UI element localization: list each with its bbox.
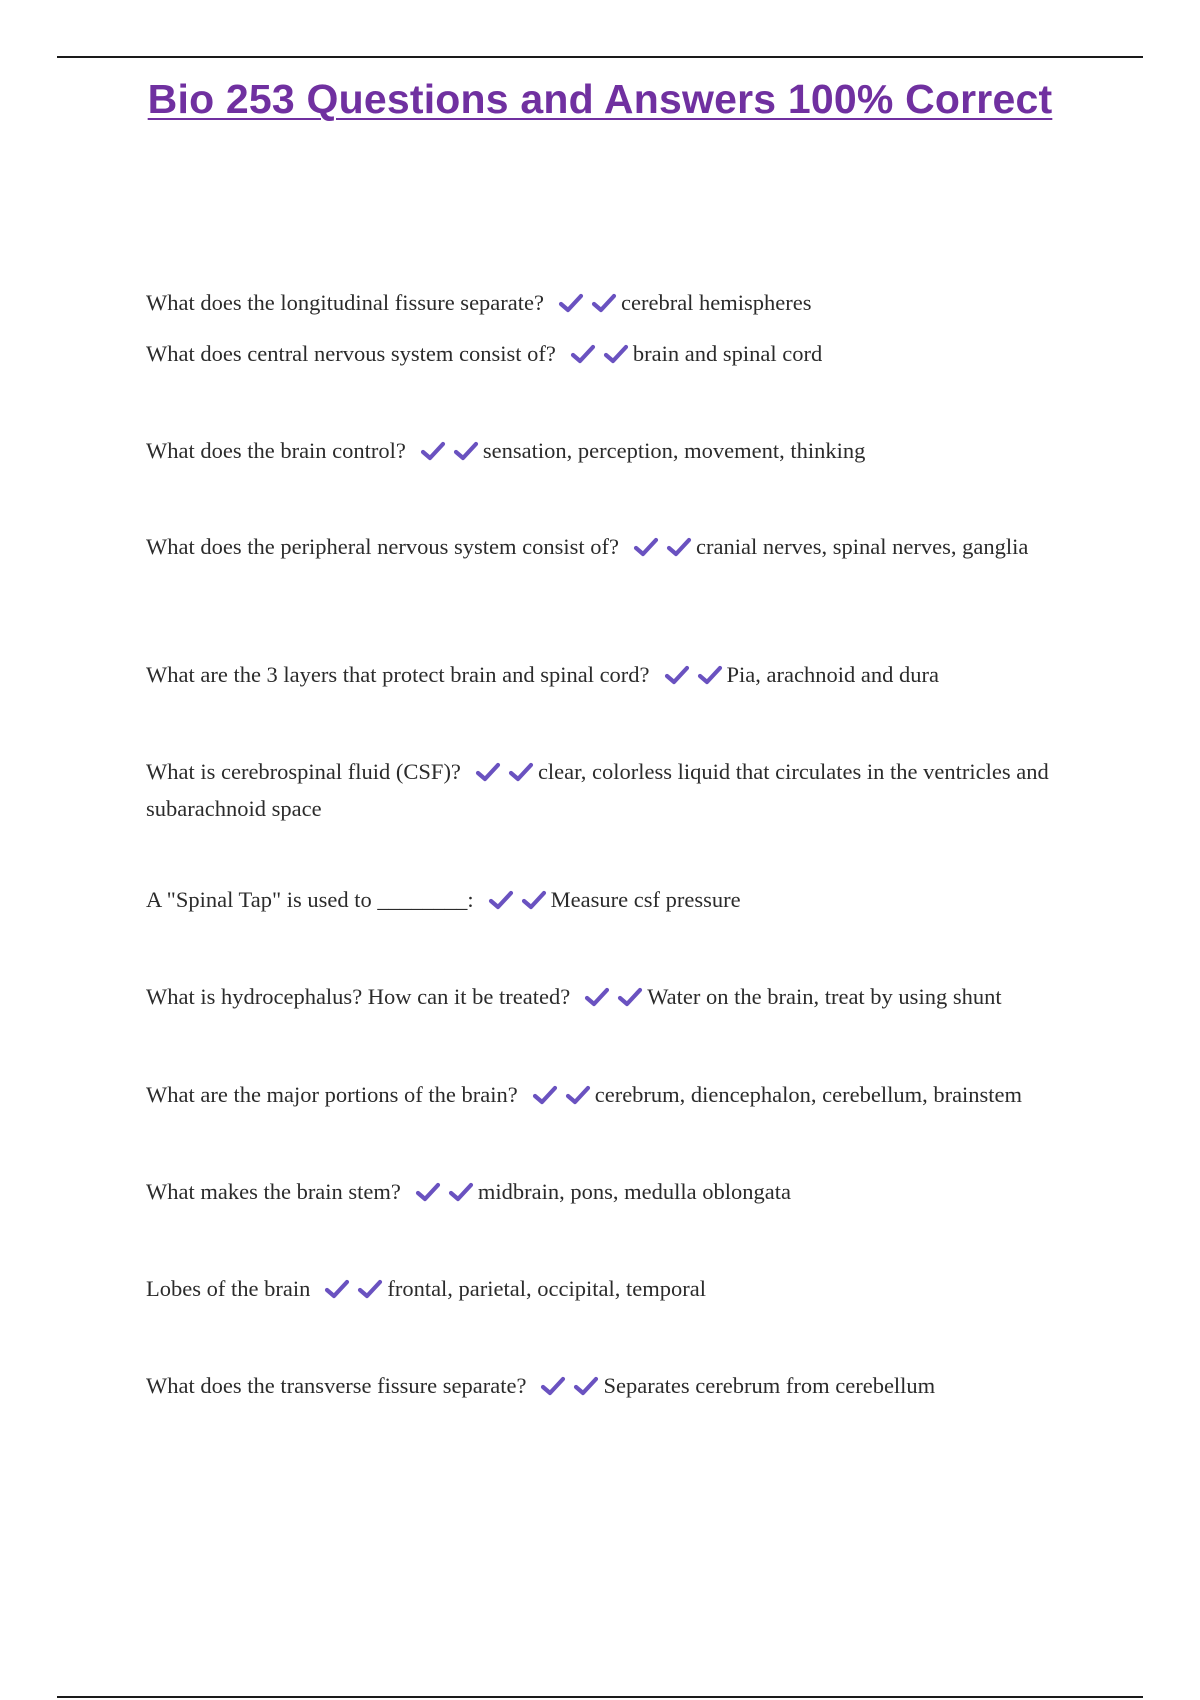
document-title xyxy=(0,76,1200,123)
answer-text: Water on the brain, treat by using shunt xyxy=(647,984,1002,1009)
check-icon xyxy=(532,1084,558,1106)
check-icon xyxy=(558,292,584,314)
check-icon xyxy=(453,440,479,462)
bottom-rule xyxy=(57,1696,1143,1698)
check-icon xyxy=(415,1181,441,1203)
check-icon xyxy=(666,536,692,558)
answer-text: sensation, perception, movement, thinking xyxy=(482,438,866,463)
check-icon xyxy=(633,536,659,558)
double-check-icon xyxy=(532,1082,591,1115)
check-icon xyxy=(324,1278,350,1300)
answer-text: cranial nerves, spinal nerves, ganglia xyxy=(696,534,1029,559)
check-icon xyxy=(540,1375,566,1397)
check-icon xyxy=(697,664,723,686)
check-icon xyxy=(475,761,501,783)
double-check-icon xyxy=(324,1276,383,1309)
answer-text: frontal, parietal, occipital, temporal xyxy=(387,1276,706,1301)
check-icon xyxy=(420,440,446,462)
answer-text: brain and spinal cord xyxy=(632,341,823,366)
double-check-icon xyxy=(584,984,643,1017)
answer-text: Measure csf pressure xyxy=(550,887,741,912)
check-icon xyxy=(570,343,596,365)
qa-item-9 xyxy=(146,1078,1096,1115)
check-icon xyxy=(603,343,629,365)
qa-item-3 xyxy=(146,434,1096,471)
answer-text: Separates cerebrum from cerebellum xyxy=(603,1373,936,1398)
check-icon xyxy=(591,292,617,314)
qa-item-11 xyxy=(146,1272,1096,1309)
question-text: What does central nervous system consist of? xyxy=(146,341,556,366)
answer-text: cerebrum, diencephalon, cerebellum, brainstem xyxy=(594,1082,1023,1107)
answer-text: clear, colorless liquid that circulates in the ventricles and subarachnoid space xyxy=(146,759,1049,821)
check-icon xyxy=(508,761,534,783)
question-text: Lobes of the brain xyxy=(146,1276,311,1301)
question-text: What does the brain control? xyxy=(146,438,406,463)
question-text: What does the peripheral nervous system consist of? xyxy=(146,534,619,559)
qa-item-8 xyxy=(146,980,1096,1017)
double-check-icon xyxy=(570,341,629,374)
answer-text: Pia, arachnoid and dura xyxy=(726,662,939,687)
check-icon xyxy=(521,889,547,911)
double-check-icon xyxy=(420,438,479,471)
question-text: What are the major portions of the brain? xyxy=(146,1082,518,1107)
check-icon xyxy=(448,1181,474,1203)
double-check-icon xyxy=(558,290,617,323)
check-icon xyxy=(357,1278,383,1300)
qa-item-10 xyxy=(146,1175,1096,1212)
double-check-icon xyxy=(540,1373,599,1406)
question-text: What does the longitudinal fissure separate? xyxy=(146,290,544,315)
qa-item-12 xyxy=(146,1369,1096,1406)
answer-text: cerebral hemispheres xyxy=(621,290,812,315)
check-icon xyxy=(617,986,643,1008)
top-rule xyxy=(57,56,1143,58)
double-check-icon xyxy=(415,1179,474,1212)
qa-item-2 xyxy=(146,337,1096,374)
qa-item-4 xyxy=(146,530,1096,567)
check-icon xyxy=(573,1375,599,1397)
question-text: What are the 3 layers that protect brain and spinal cord? xyxy=(146,662,650,687)
qa-item-1 xyxy=(146,286,1096,323)
check-icon xyxy=(565,1084,591,1106)
question-text: What is cerebrospinal fluid (CSF)? xyxy=(146,759,461,784)
question-text: A "Spinal Tap" is used to ________: xyxy=(146,887,474,912)
document-title-text: Bio 253 Questions and Answers 100% Correct xyxy=(147,76,1053,122)
question-text: What does the transverse fissure separate? xyxy=(146,1373,527,1398)
double-check-icon xyxy=(664,662,723,695)
question-text: What makes the brain stem? xyxy=(146,1179,401,1204)
check-icon xyxy=(584,986,610,1008)
double-check-icon xyxy=(475,759,534,792)
double-check-icon xyxy=(488,887,547,920)
qa-item-5 xyxy=(146,658,1096,695)
check-icon xyxy=(664,664,690,686)
qa-item-7 xyxy=(146,883,1096,920)
double-check-icon xyxy=(633,534,692,567)
check-icon xyxy=(488,889,514,911)
answer-text: midbrain, pons, medulla oblongata xyxy=(477,1179,791,1204)
qa-item-6 xyxy=(146,755,1096,825)
question-text: What is hydrocephalus? How can it be treated? xyxy=(146,984,571,1009)
